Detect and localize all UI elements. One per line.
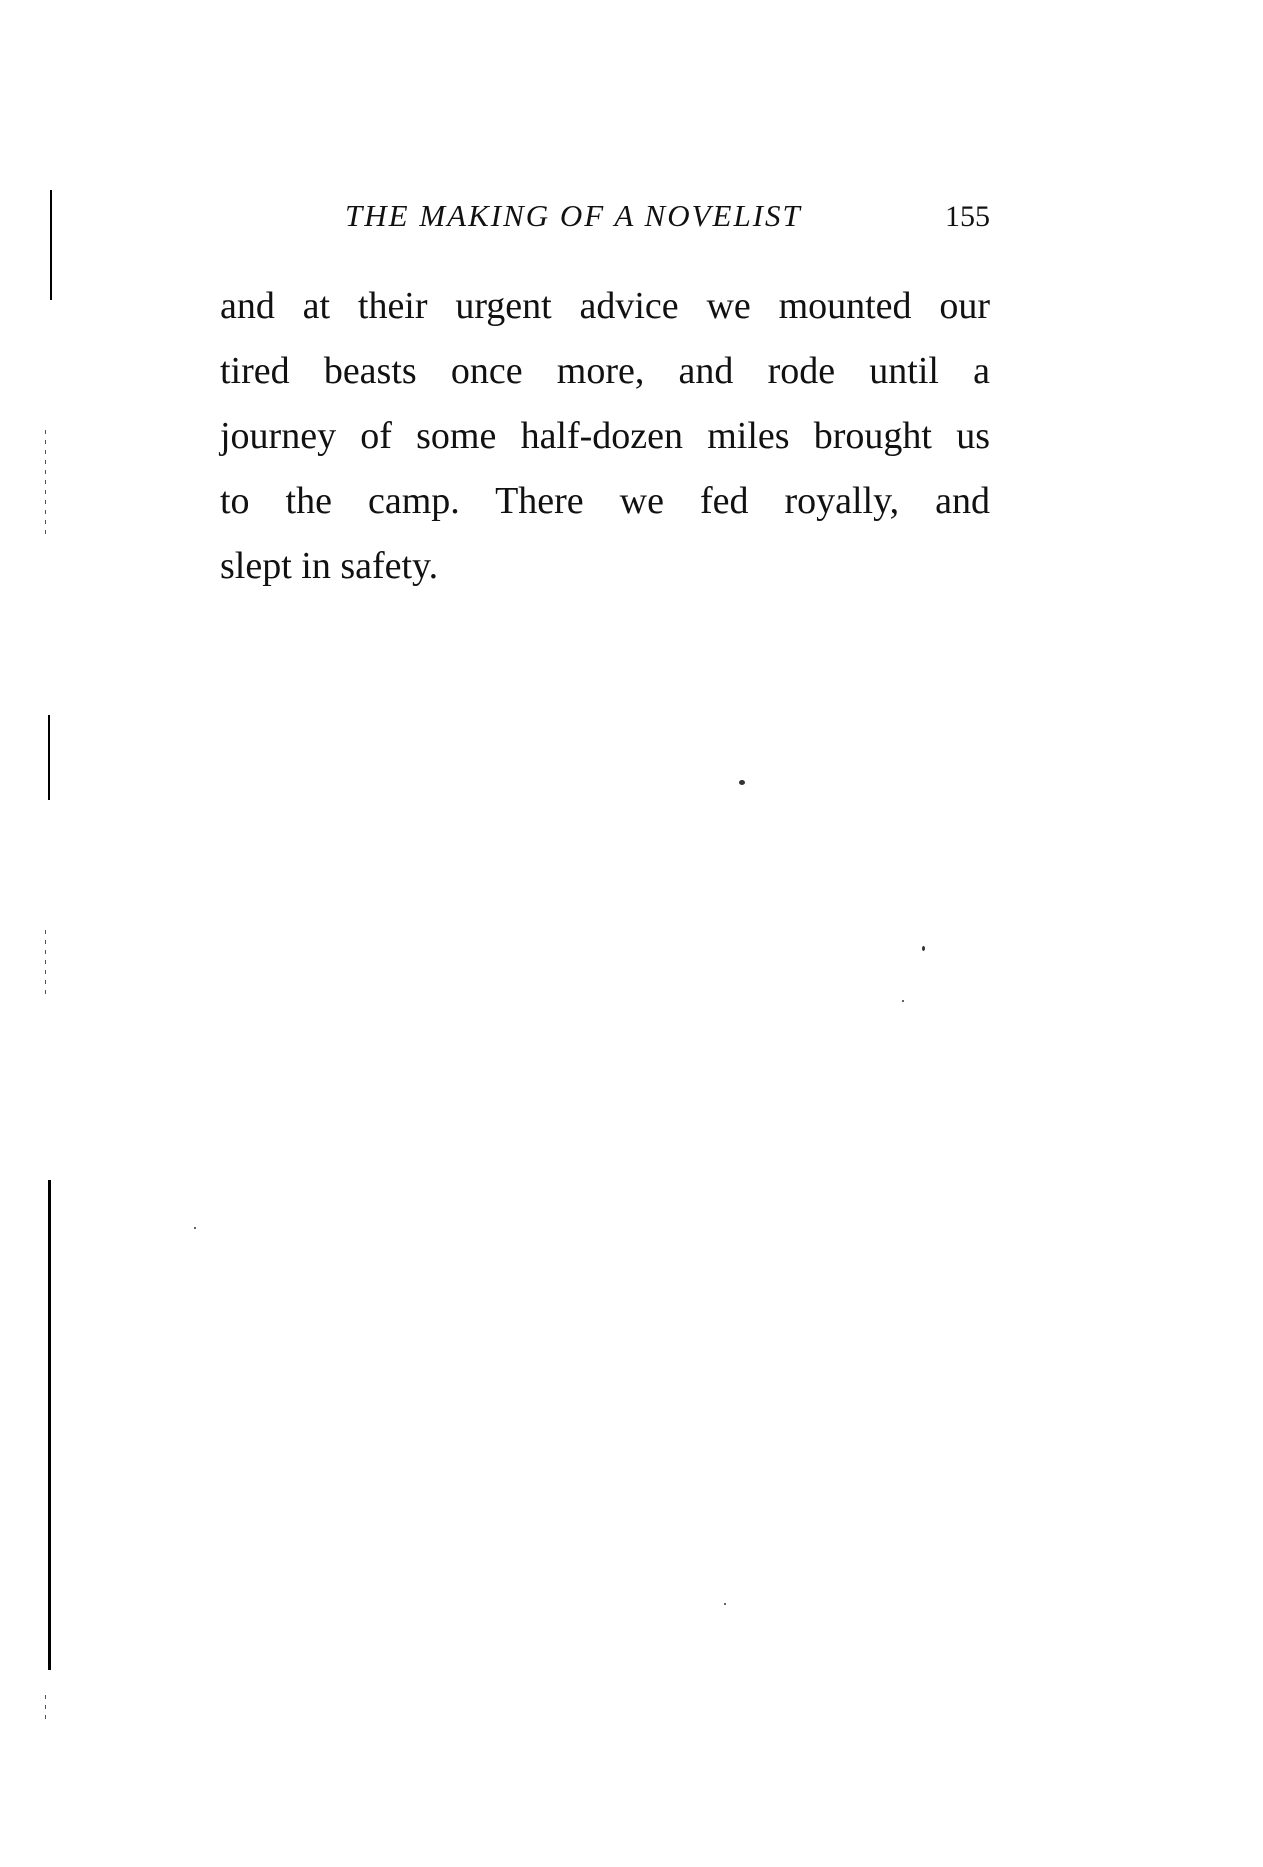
- speck-dot: [194, 1227, 196, 1229]
- scan-edge-mark-bottom: [48, 1180, 51, 1670]
- text-line: tired beasts once more, and rode until a: [220, 350, 990, 392]
- running-title: THE MAKING OF A NOVELIST: [345, 198, 802, 233]
- speck-dot: [724, 1603, 726, 1605]
- speck-dot: [922, 946, 925, 951]
- scan-edge-mark-middle: [48, 715, 50, 800]
- scan-edge-mark-top: [50, 190, 52, 300]
- running-head: [220, 198, 990, 242]
- speck-dot: [902, 1000, 904, 1002]
- scan-edge-mark-dotted-upper: [45, 430, 46, 540]
- text-line: slept in safety.: [220, 545, 439, 587]
- text-line: journey of some half-dozen miles brought us: [220, 415, 990, 457]
- speck-dot: [739, 780, 745, 785]
- body-paragraph: [220, 274, 990, 599]
- text-line: and at their urgent advice we mounted our: [220, 285, 990, 327]
- scan-edge-mark-dotted-bottom: [45, 1695, 46, 1725]
- page-number: 155: [945, 200, 990, 233]
- text-line: to the camp. There we fed royally, and: [220, 480, 990, 522]
- scan-edge-mark-dotted-middle: [45, 930, 46, 995]
